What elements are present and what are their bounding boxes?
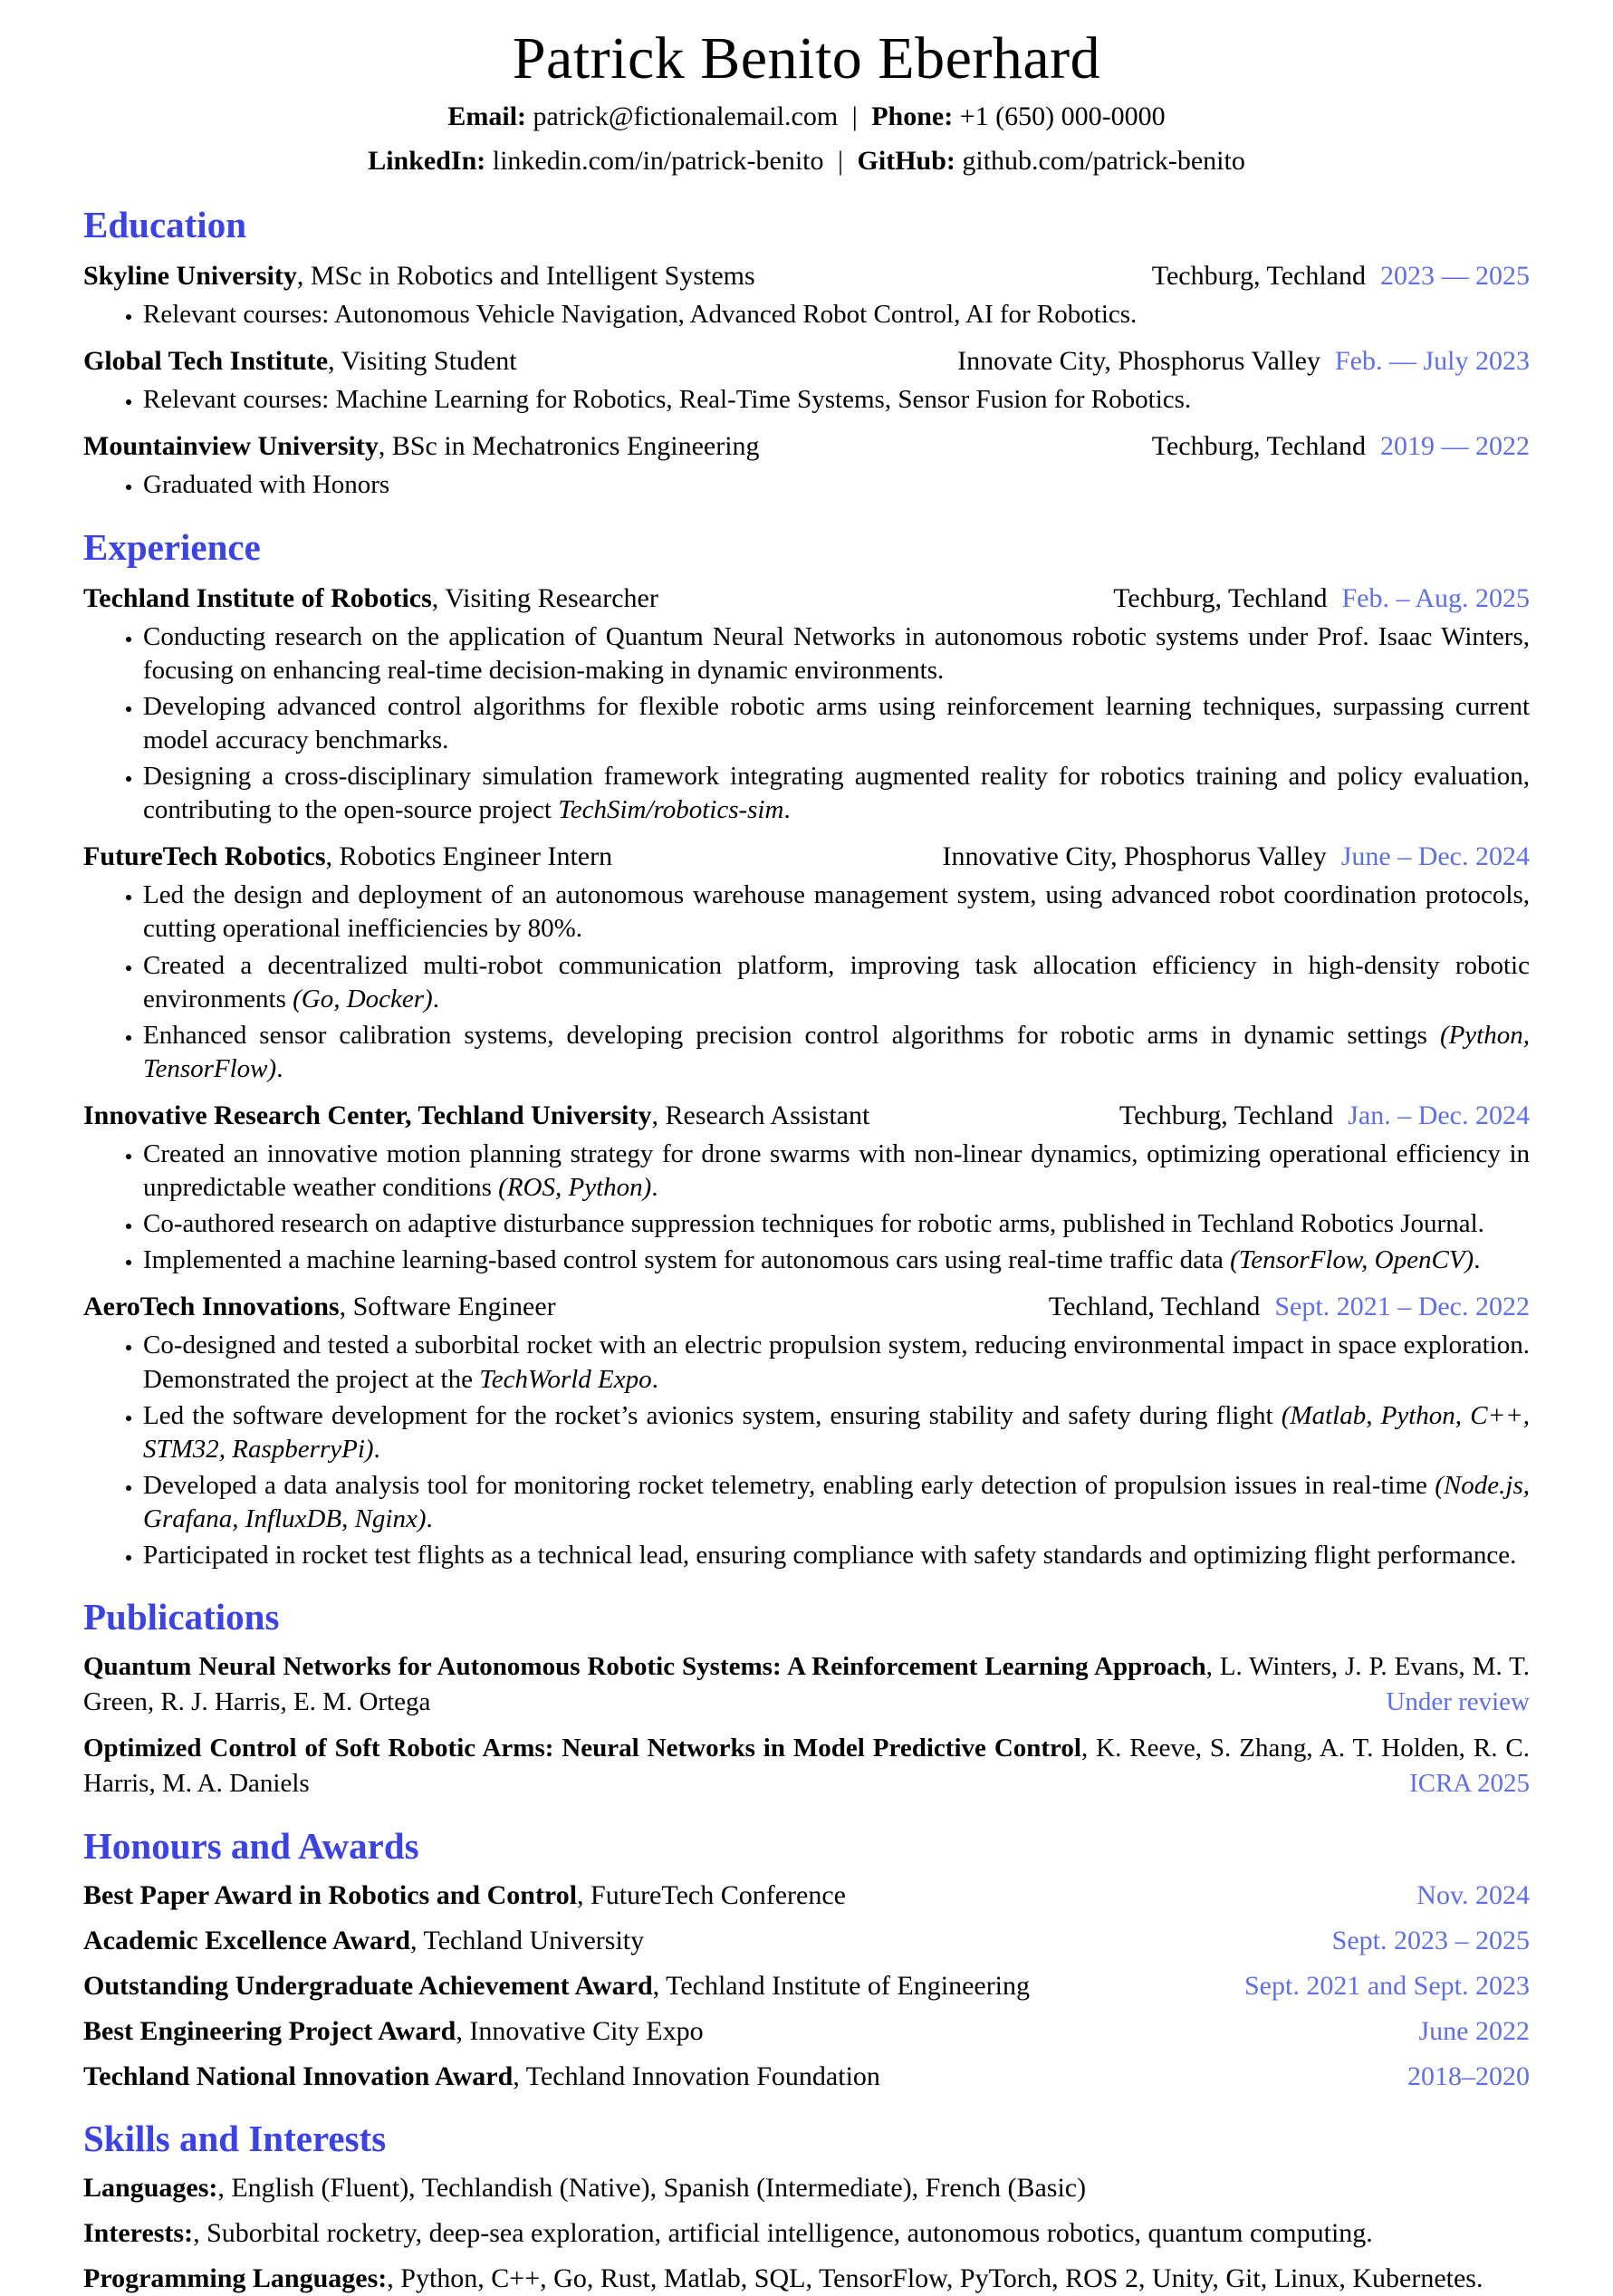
bullet-item — [143, 620, 1530, 687]
skill-label: Interests: — [83, 2218, 194, 2249]
bullet-item — [143, 1399, 1530, 1466]
phone-label: Phone: — [871, 101, 954, 131]
experience-entry-left — [83, 1289, 556, 1324]
bullet-italic: (ROS, Python) — [498, 1173, 652, 1203]
award-date: Sept. 2021 and Sept. 2023 — [1244, 1970, 1530, 2001]
skill-line — [83, 2261, 1530, 2296]
education-entry-left — [83, 428, 760, 464]
bullet-item — [143, 1469, 1530, 1536]
location: Techburg, Techland — [1151, 431, 1366, 462]
bullet-text: Graduated with Honors — [143, 470, 390, 500]
education-entry — [83, 258, 1530, 331]
bullet-list — [83, 879, 1530, 1086]
bullet-text: Relevant courses: Machine Learning for Robotics, Real-Time Systems, Sensor Fusion for Robotics. — [143, 385, 1192, 415]
skill-label: Languages: — [83, 2173, 218, 2204]
bullet-item — [143, 383, 1530, 417]
publication-venue: ICRA 2025 — [1409, 1768, 1530, 1798]
phone-value: +1 (650) 000-0000 — [959, 101, 1166, 131]
award-date: Nov. 2024 — [1416, 1879, 1530, 1910]
location: Innovate City, Phosphorus Valley — [957, 346, 1320, 377]
institution-name: Skyline University — [83, 261, 297, 292]
bullet-suffix: . — [432, 984, 439, 1014]
bullet-item — [143, 1244, 1530, 1277]
bullet-text: Conducting research on the application of Quantum Neural Networks in autonomous robotic systems under Prof. Isaac Winters, focusing on enhancing real-time decision-making in dynamic environments. — [143, 621, 1530, 685]
date-range: Feb. – Aug. 2025 — [1341, 582, 1530, 613]
award-org: , Techland Institute of Engineering — [652, 1970, 1031, 2001]
institution-name: Mountainview University — [83, 431, 379, 462]
bullet-text: Created a decentralized multi-robot communication platform, improving task allocation efficiency in high-density robotic environments — [143, 950, 1530, 1014]
award-row — [83, 1878, 1530, 1913]
company-name: FutureTech Robotics — [83, 841, 326, 872]
bullet-text: Co-designed and tested a suborbital rocket with an electric propulsion system, reducing environmental impact in space exploration. Demonstrated the project at the — [143, 1331, 1530, 1394]
publication-status: Under review — [1386, 1687, 1530, 1717]
education-entry — [83, 343, 1530, 417]
bullet-list — [83, 1329, 1530, 1572]
experience-entry — [83, 1289, 1530, 1572]
bullet-item — [143, 1019, 1530, 1086]
experience-entry-head — [83, 839, 1530, 874]
bullet-suffix: . — [373, 1434, 380, 1464]
award-row — [83, 2059, 1530, 2094]
email-link[interactable]: patrick@fictionalemail.com — [533, 101, 839, 131]
bullet-italic: (Node.js, Grafana, InfluxDB, Nginx) — [143, 1470, 1530, 1533]
award-org: , FutureTech Conference — [577, 1879, 846, 1910]
skill-line — [83, 2215, 1530, 2251]
bullet-italic: (Go, Docker) — [293, 984, 433, 1014]
bullet-text: Led the software development for the rocket’s avionics system, ensuring stability and safety during flight — [143, 1400, 1282, 1430]
bullet-item — [143, 468, 1530, 502]
education-entry-right — [957, 343, 1530, 379]
bullet-text: Enhanced sensor calibration systems, developing precision control algorithms for robotic arms in dynamic settings — [143, 1020, 1440, 1050]
award-title: Techland National Innovation Award — [83, 2061, 514, 2091]
degree-detail: , Visiting Student — [328, 346, 517, 377]
bullet-list — [83, 1138, 1530, 1277]
education-entry-head — [83, 428, 1530, 464]
skill-label: Programming Languages: — [83, 2263, 388, 2294]
skill-line — [83, 2170, 1530, 2205]
award-row — [83, 2013, 1530, 2049]
experience-entry-head — [83, 581, 1530, 616]
github-label: GitHub: — [857, 145, 955, 176]
bullet-suffix: . — [651, 1364, 658, 1394]
section-heading-honours: Honours and Awards — [83, 1824, 419, 1867]
experience-entry — [83, 1098, 1530, 1277]
publication-authors: , K. Reeve, S. Zhang, A. T. Holden, R. C. Harris, M. A. Daniels — [83, 1734, 1530, 1798]
github-link[interactable]: github.com/patrick-benito — [962, 145, 1245, 176]
publication-title: Optimized Control of Soft Robotic Arms: Neural Networks in Model Predictive Control — [83, 1734, 1081, 1763]
bullet-italic: TechSim/robotics-sim — [558, 795, 784, 825]
role-title: , Research Assistant — [651, 1100, 870, 1131]
award-title: Outstanding Undergraduate Achievement Award — [83, 1970, 653, 2001]
publication-title: Quantum Neural Networks for Autonomous Robotic Systems: A Reinforcement Learning Approach — [83, 1652, 1206, 1682]
bullet-list — [83, 620, 1530, 828]
education-entry-left — [83, 258, 755, 293]
experience-entry-right — [1049, 1289, 1530, 1324]
location: Techburg, Techland — [1119, 1100, 1334, 1131]
award-title: Best Engineering Project Award — [83, 2015, 456, 2046]
education-entry-head — [83, 343, 1530, 379]
bullet-text: Designing a cross-disciplinary simulation framework integrating augmented reality for robotics training and policy evaluation, contributing to the open-source project — [143, 762, 1530, 825]
experience-entry — [83, 839, 1530, 1086]
bullet-suffix: . — [783, 795, 791, 825]
section-heading-experience: Experience — [83, 525, 261, 568]
section-heading-skills: Skills and Interests — [83, 2117, 387, 2159]
award-org: , Techland University — [410, 1925, 645, 1955]
bullet-item — [143, 760, 1530, 827]
bullet-text: Developed a data analysis tool for monitoring rocket telemetry, enabling early detection of propulsion issues in real-time — [143, 1470, 1435, 1500]
bullet-text: Implemented a machine learning-based control system for autonomous cars using real-time traffic data — [143, 1245, 1231, 1275]
bullet-suffix: . — [651, 1173, 658, 1203]
section-heading-education: Education — [83, 204, 246, 246]
date-range: June – Dec. 2024 — [1340, 841, 1530, 872]
bullet-item — [143, 298, 1530, 331]
institution-name: Global Tech Institute — [83, 346, 329, 377]
linkedin-link[interactable]: linkedin.com/in/patrick-benito — [492, 145, 824, 176]
bullet-text: Relevant courses: Autonomous Vehicle Navigation, Advanced Robot Control, AI for Robotics. — [143, 300, 1138, 330]
education-entry-left — [83, 343, 517, 379]
experience-entry-left — [83, 1098, 869, 1133]
experience-entry-left — [83, 581, 658, 616]
bullet-text: Developing advanced control algorithms for flexible robotic arms using reinforcement learning techniques, surpassing current model accuracy benchmarks. — [143, 691, 1530, 755]
award-left — [83, 2013, 704, 2049]
bullet-list — [83, 468, 1530, 502]
section-heading-publications: Publications — [83, 1596, 280, 1638]
publication-entry — [83, 1731, 1530, 1801]
bullet-list — [83, 383, 1530, 417]
degree-detail: , BSc in Mechatronics Engineering — [378, 431, 760, 462]
award-date: June 2022 — [1418, 2015, 1530, 2046]
date-range: Feb. — July 2023 — [1334, 346, 1530, 377]
role-title: , Robotics Engineer Intern — [325, 841, 613, 872]
experience-entry-head — [83, 1098, 1530, 1133]
company-name: AeroTech Innovations — [83, 1292, 340, 1322]
education-entry-head — [83, 258, 1530, 293]
education-entry-right — [1152, 428, 1530, 464]
award-date: 2018–2020 — [1407, 2061, 1530, 2091]
date-range: Jan. – Dec. 2024 — [1348, 1100, 1530, 1131]
bullet-list — [83, 298, 1530, 331]
bullet-suffix: . — [426, 1504, 433, 1533]
degree-detail: , MSc in Robotics and Intelligent Systems — [296, 261, 755, 292]
education-entry-right — [1152, 258, 1530, 293]
location: Techland, Techland — [1048, 1292, 1261, 1322]
bullet-suffix: . — [276, 1053, 283, 1083]
publication-entry — [83, 1649, 1530, 1720]
experience-entry — [83, 581, 1530, 828]
award-left — [83, 2059, 880, 2094]
location: Techburg, Techland — [1113, 582, 1328, 613]
award-row — [83, 1923, 1530, 1958]
skill-text: , Python, C++, Go, Rust, Matlab, SQL, TensorFlow, PyTorch, ROS 2, Unity, Git, Linux, Kubernetes. — [387, 2263, 1483, 2294]
award-left — [83, 1878, 846, 1913]
separator: | — [851, 101, 858, 131]
experience-entry-right — [1119, 1098, 1530, 1133]
location: Innovative City, Phosphorus Valley — [942, 841, 1327, 872]
bullet-item — [143, 949, 1530, 1016]
date-range: 2023 — 2025 — [1380, 261, 1530, 292]
experience-entry-head — [83, 1289, 1530, 1324]
skill-text: , Suborbital rocketry, deep-sea exploration, artificial intelligence, autonomous robotics, quantum computing. — [193, 2218, 1373, 2249]
award-left — [83, 1968, 1030, 2003]
bullet-item — [143, 1138, 1530, 1205]
experience-entry-right — [1113, 581, 1530, 616]
award-date: Sept. 2023 – 2025 — [1331, 1925, 1530, 1955]
award-title: Best Paper Award in Robotics and Control — [83, 1879, 578, 1910]
experience-entry-right — [943, 839, 1530, 874]
location: Techburg, Techland — [1151, 261, 1366, 292]
bullet-item — [143, 690, 1530, 757]
bullet-italic: (Python, TensorFlow) — [143, 1020, 1530, 1083]
bullet-item — [143, 1539, 1530, 1572]
education-entry — [83, 428, 1530, 502]
separator: | — [838, 145, 844, 176]
award-title: Academic Excellence Award — [83, 1925, 411, 1955]
company-name: Innovative Research Center, Techland University — [83, 1100, 652, 1131]
bullet-item — [143, 879, 1530, 946]
award-org: , Techland Innovation Foundation — [513, 2061, 880, 2091]
role-title: , Software Engineer — [339, 1292, 556, 1322]
linkedin-label: LinkedIn: — [368, 145, 486, 176]
email-label: Email: — [447, 101, 527, 131]
publication-authors: , L. Winters, J. P. Evans, M. T. Green, R. J. Harris, E. M. Ortega — [83, 1652, 1530, 1717]
award-row — [83, 1968, 1530, 2003]
bullet-text: Co-authored research on adaptive disturbance suppression techniques for robotic arms, published in Techland Robotics Journal. — [143, 1209, 1484, 1239]
bullet-italic: (TensorFlow, OpenCV) — [1230, 1245, 1474, 1275]
page-title: Patrick Benito Eberhard — [512, 25, 1101, 91]
bullet-item — [143, 1329, 1530, 1396]
bullet-text: Participated in rocket test flights as a technical lead, ensuring compliance with safety standards and optimizing flight performance. — [143, 1541, 1517, 1571]
bullet-item — [143, 1207, 1530, 1241]
bullet-suffix: . — [1474, 1245, 1481, 1275]
bullet-text: Created an innovative motion planning strategy for drone swarms with non-linear dynamics, optimizing operational efficiency in unpredictable weather conditions — [143, 1139, 1530, 1203]
experience-entry-left — [83, 839, 612, 874]
role-title: , Visiting Researcher — [431, 582, 658, 613]
date-range: Sept. 2021 – Dec. 2022 — [1274, 1292, 1530, 1322]
award-left — [83, 1923, 644, 1958]
bullet-italic: TechWorld Expo — [479, 1364, 652, 1394]
skill-text: , English (Fluent), Techlandish (Native), Spanish (Intermediate), French (Basic) — [217, 2173, 1087, 2204]
contact-line-1 — [83, 98, 1530, 137]
date-range: 2019 — 2022 — [1380, 431, 1530, 462]
company-name: Techland Institute of Robotics — [83, 582, 432, 613]
bullet-text: Led the design and deployment of an autonomous warehouse management system, using advanced robot coordination protocols, cutting operational inefficiencies by 80%. — [143, 880, 1530, 944]
bullet-italic: (Matlab, Python, C++, STM32, RaspberryPi) — [143, 1400, 1530, 1464]
award-org: , Innovative City Expo — [456, 2015, 704, 2046]
contact-line-2 — [83, 142, 1530, 181]
